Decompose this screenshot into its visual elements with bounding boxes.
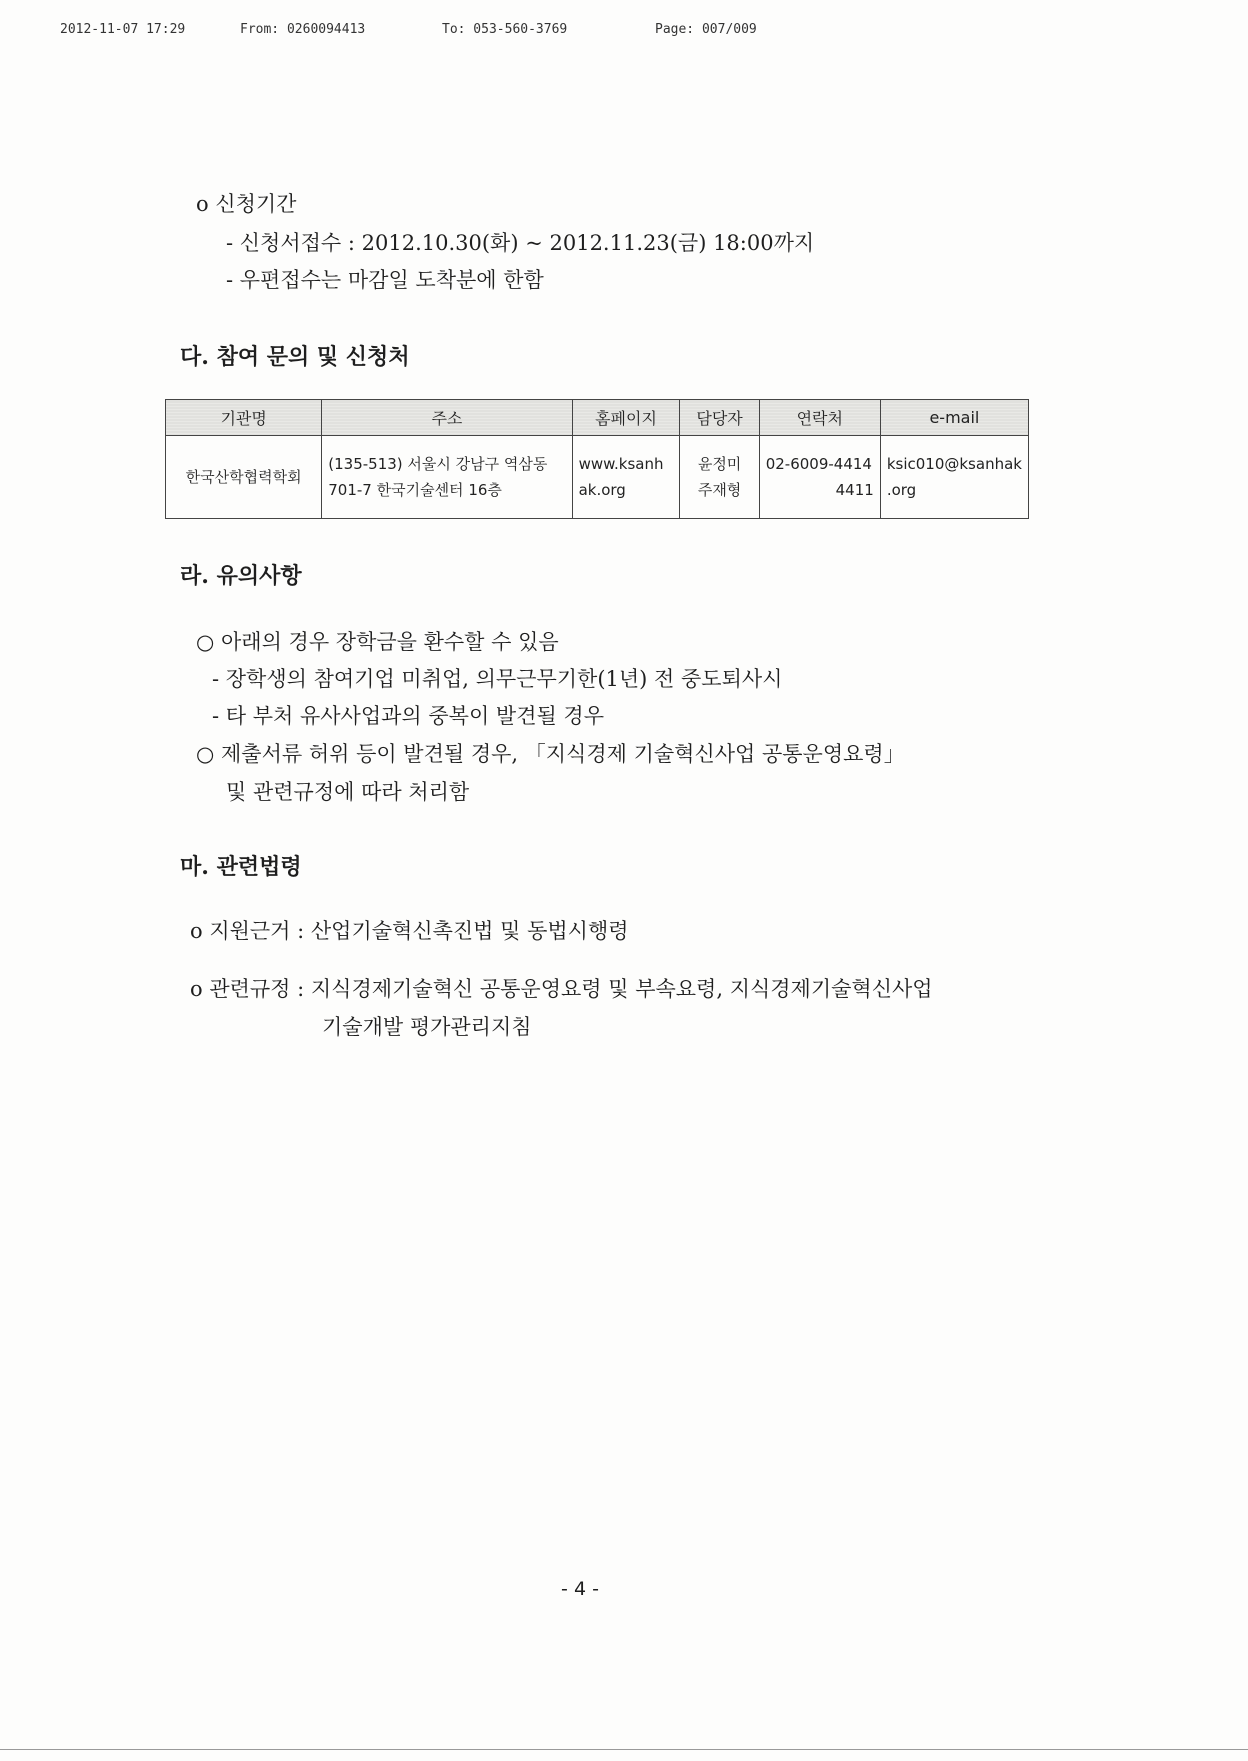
laws-line-3: 기술개발 평가관리지침 <box>322 1015 532 1039</box>
fax-page: Page: 007/009 <box>655 22 757 37</box>
section-heading-notes: 라. 유의사항 <box>180 563 302 589</box>
table-row <box>166 436 1029 519</box>
email-line-1: ksic010@ksanhak <box>886 455 1022 473</box>
contact-table <box>165 399 1029 519</box>
address-line-1: (135-513) 서울시 강남구 역삼동 <box>328 455 548 473</box>
cell-address <box>322 436 572 519</box>
laws-line-1: o 지원근거 : 산업기술혁신촉진법 및 동법시행령 <box>190 919 629 943</box>
period-title: o 신청기간 <box>196 192 297 216</box>
notes-line-4: ○ 제출서류 허위 등이 발견될 경우, 「지식경제 기술혁신사업 공통운영요령」 <box>196 742 905 766</box>
notes-line-1: ○ 아래의 경우 장학금을 환수할 수 있음 <box>196 630 559 654</box>
notes-line-3: - 타 부처 유사사업과의 중복이 발견될 경우 <box>212 704 605 728</box>
homepage-line-1: www.ksanh <box>578 455 664 473</box>
header-address: 주소 <box>322 400 572 436</box>
table-header-row <box>166 400 1029 436</box>
period-item-mail: - 우편접수는 마감일 도착분에 한함 <box>226 268 544 292</box>
contact-line-1: 윤정미 <box>697 455 742 473</box>
address-line-2: 701-7 한국기술센터 16층 <box>328 481 502 499</box>
fax-from: From: 0260094413 <box>240 22 366 37</box>
header-contact-person: 담당자 <box>680 400 759 436</box>
phone-line-1: 02-6009-4414 <box>765 455 872 473</box>
cell-email <box>880 436 1028 519</box>
header-homepage: 홈페이지 <box>572 400 680 436</box>
bottom-edge-line <box>0 1749 1248 1750</box>
cell-contact-person <box>680 436 759 519</box>
section-heading-laws: 마. 관련법령 <box>180 854 302 880</box>
cell-phone <box>759 436 880 519</box>
cell-homepage <box>572 436 680 519</box>
cell-org: 한국산학협력학회 <box>166 436 322 519</box>
homepage-line-2: ak.org <box>578 481 626 499</box>
page-number: - 4 - <box>561 1578 599 1600</box>
section-heading-inquiry: 다. 참여 문의 및 신청처 <box>180 344 410 370</box>
notes-line-5: 및 관련규정에 따라 처리함 <box>226 780 470 804</box>
phone-line-2: 4411 <box>835 481 874 499</box>
notes-line-2: - 장학생의 참여기업 미취업, 의무근무기한(1년) 전 중도퇴사시 <box>212 667 783 691</box>
header-org: 기관명 <box>166 400 322 436</box>
email-line-2: .org <box>886 481 917 499</box>
period-item-receipt: - 신청서접수 : 2012.10.30(화) ~ 2012.11.23(금) 18:00까지 <box>226 231 815 255</box>
header-phone: 연락처 <box>759 400 880 436</box>
fax-datetime: 2012-11-07 17:29 <box>60 22 186 37</box>
contact-line-2: 주재형 <box>697 481 742 499</box>
fax-to: To: 053-560-3769 <box>442 22 568 37</box>
header-email: e-mail <box>880 400 1028 436</box>
laws-line-2: o 관련규정 : 지식경제기술혁신 공통운영요령 및 부속요령, 지식경제기술혁신사업 <box>190 977 933 1001</box>
